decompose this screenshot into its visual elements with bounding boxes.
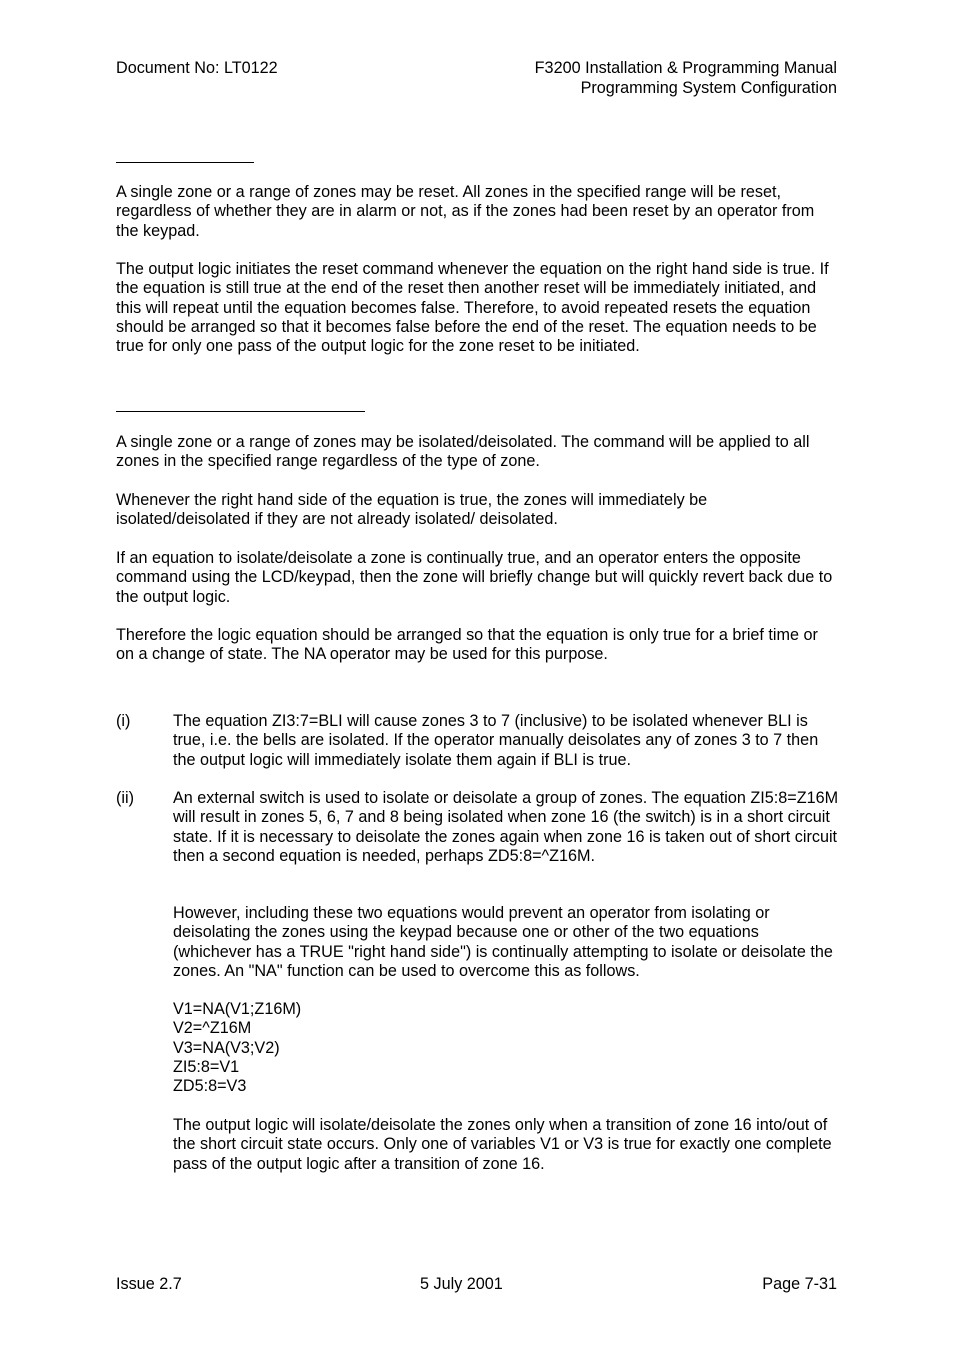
example-i-label: (i) xyxy=(116,712,131,730)
equation-line: V3=NA(V3;V2) xyxy=(173,1038,280,1057)
footer-page-number: Page 7-31 xyxy=(762,1275,837,1293)
logic-equations-block xyxy=(173,1000,840,1096)
zone-isolate-paragraph-2: Whenever the right hand side of the equation is true, the zones will immediately be isolated/deisolated if they are not already isolated/ deisolated. xyxy=(116,491,708,529)
document-number: Document No: LT0122 xyxy=(116,59,278,77)
example-i-text: The equation ZI3:7=BLI will cause zones 3 to 7 (inclusive) to be isolated whenever BLI is true, i.e. the bells are isolated. If the operator manually deisolates any of zones 3 to 7 then the output logic will immediately isolate them again if BLI is true. xyxy=(173,712,819,769)
zone-isolate-paragraph-4: Therefore the logic equation should be arranged so that the equation is only true for a brief time or on a change of state. The NA operator may be used for this purpose. xyxy=(116,626,818,664)
example-ii-paragraph-3: The output logic will isolate/deisolate the zones only when a transition of zone 16 into/out of the short circuit state occurs. Only one of variables V1 or V3 is true for exactly one complete pass of the output logic after a transition of zone 16. xyxy=(173,1116,832,1173)
header-titles xyxy=(535,58,837,98)
section-title: Programming System Configuration xyxy=(580,79,837,97)
footer-date: 5 July 2001 xyxy=(420,1275,503,1293)
section-heading-rule-zone-isolate xyxy=(116,411,365,412)
example-ii-text: An external switch is used to isolate or deisolate a group of zones. The equation ZI5:8=Z16M will result in zones 5, 6, 7 and 8 being isolated when zone 16 (the switch) is in a short circuit state. If it is necessary to deisolate the zones again when zone 16 is taken out of short circuit then a second equation is needed, perhaps ZD5:8=^Z16M. xyxy=(173,789,839,865)
equation-line: V2=^Z16M xyxy=(173,1019,252,1038)
example-ii-paragraph-2: However, including these two equations would prevent an operator from isolating or deisolating the zones using the keypad because one or other of the two equations (whichever has a TRUE "right hand side") is continually attempting to isolate or deisolate the zones. An "NA" function can be used to overcome this as follows. xyxy=(173,904,833,980)
footer-issue: Issue 2.7 xyxy=(116,1275,182,1293)
zone-reset-paragraph-2: The output logic initiates the reset command whenever the equation on the right hand side is true. If the equation is still true at the end of the reset then another reset will be immediately initiated, and this will repeat until the equation becomes false. Therefore, to avoid repeated resets the equation should be arranged so that it becomes false before the end of the reset. The equation needs to be true for only one pass of the output logic for the zone reset to be initiated. xyxy=(116,260,829,356)
zone-isolate-paragraph-3: If an equation to isolate/deisolate a zone is continually true, and an operator enters the opposite command using the LCD/keypad, then the zone will briefly change but will quickly revert back due to the output logic. xyxy=(116,549,833,606)
manual-title: F3200 Installation & Programming Manual xyxy=(534,59,837,77)
equation-line: ZD5:8=V3 xyxy=(173,1077,247,1096)
example-ii-label: (ii) xyxy=(116,789,134,807)
zone-isolate-paragraph-1: A single zone or a range of zones may be isolated/deisolated. The command will be applied to all zones in the specified range regardless of the type of zone. xyxy=(116,433,810,471)
equation-line: ZI5:8=V1 xyxy=(173,1057,240,1076)
section-heading-rule-zone-reset xyxy=(116,162,254,163)
zone-reset-paragraph-1: A single zone or a range of zones may be reset. All zones in the specified range will be reset, regardless of whether they are in alarm or not, as if the zones had been reset by an operator from the keypad. xyxy=(116,183,815,240)
equation-line: V1=NA(V1;Z16M) xyxy=(173,1000,302,1018)
